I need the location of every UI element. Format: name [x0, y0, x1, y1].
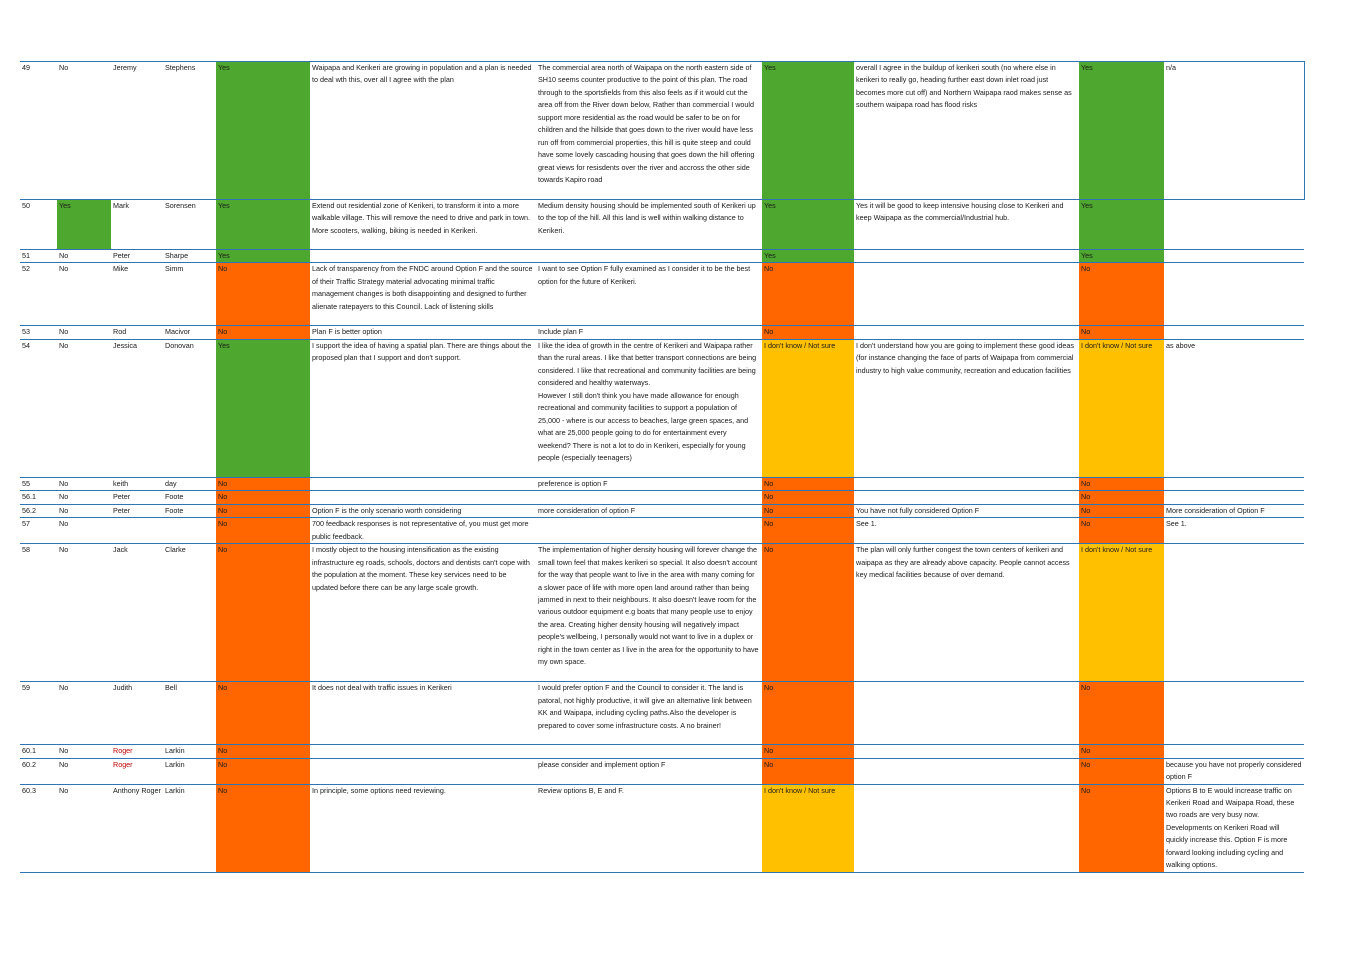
answer-2: I don't know / Not sure — [762, 339, 854, 477]
answer-3: No — [1079, 758, 1164, 784]
first-name: Rod — [111, 326, 163, 339]
answer-2: No — [762, 491, 854, 504]
table-row — [20, 339, 1304, 477]
table-row — [20, 544, 1304, 682]
table-row — [20, 62, 1304, 200]
comment-4: as above — [1164, 339, 1304, 477]
answer-3: No — [1079, 491, 1164, 504]
comment-3 — [854, 745, 1079, 758]
first-name: Mark — [111, 200, 163, 250]
comment-3 — [854, 491, 1079, 504]
flag-cell: No — [57, 339, 111, 477]
comment-2: I like the idea of growth in the centre of Kerikeri and Waipapa rather than the rural areas. I like that better transport connections are being considered. I like that recreational and community facilities are being considered and healthy waterways. However I still don't think you have made allowance for enough recreational and community facilities to support a population of 25,000 - where is our access to beaches, large green spaces, and what are 25,000 people going to do for entertainment every weekend? There is not a lot to do in Kerikeri, especially for young people (especially teenagers) — [536, 339, 762, 477]
answer-2: No — [762, 758, 854, 784]
first-name: Peter — [111, 504, 163, 517]
comment-1 — [310, 477, 536, 490]
response-id: 49 — [20, 62, 57, 200]
table-row — [20, 745, 1304, 758]
flag-cell: No — [57, 263, 111, 326]
table-row — [20, 758, 1304, 784]
answer-1: No — [216, 504, 310, 517]
answer-1: Yes — [216, 62, 310, 200]
response-id: 55 — [20, 477, 57, 490]
answer-2: No — [762, 544, 854, 682]
comment-3: You have not fully considered Option F — [854, 504, 1079, 517]
comment-1 — [310, 250, 536, 263]
comment-3 — [854, 263, 1079, 326]
first-name: Judith — [111, 682, 163, 745]
answer-2: No — [762, 504, 854, 517]
comment-2 — [536, 250, 762, 263]
comment-2 — [536, 491, 762, 504]
comment-3: Yes it will be good to keep intensive housing close to Kerikeri and keep Waipapa as the commercial/Industrial hub. — [854, 200, 1079, 250]
comment-4 — [1164, 200, 1304, 250]
first-name: Mike — [111, 263, 163, 326]
comment-2: Include plan F — [536, 326, 762, 339]
first-name: keith — [111, 477, 163, 490]
comment-2: preference is option F — [536, 477, 762, 490]
answer-3: No — [1079, 326, 1164, 339]
flag-cell: Yes — [57, 200, 111, 250]
last-name: Macivor — [163, 326, 216, 339]
comment-4: See 1. — [1164, 518, 1304, 544]
answer-1: No — [216, 477, 310, 490]
comment-4 — [1164, 745, 1304, 758]
flag-cell: No — [57, 544, 111, 682]
first-name: Jessica — [111, 339, 163, 477]
first-name: Anthony Roger — [111, 784, 163, 872]
flag-cell: No — [57, 62, 111, 200]
last-name: Donovan — [163, 339, 216, 477]
comment-1 — [310, 745, 536, 758]
flag-cell: No — [57, 784, 111, 872]
comment-3: I don't understand how you are going to implement these good ideas (for instance changing the face of parts of Waipapa from commercial industry to high value community, recreation and education facilities — [854, 339, 1079, 477]
answer-3: No — [1079, 263, 1164, 326]
table-row — [20, 784, 1304, 872]
comment-4: because you have not properly considered option F — [1164, 758, 1304, 784]
answer-2: No — [762, 518, 854, 544]
comment-1: Option F is the only scenario worth considering — [310, 504, 536, 517]
comment-3 — [854, 250, 1079, 263]
last-name: Foote — [163, 504, 216, 517]
feedback-table — [20, 61, 1305, 873]
comment-2: Review options B, E and F. — [536, 784, 762, 872]
last-name: Foote — [163, 491, 216, 504]
answer-2: No — [762, 326, 854, 339]
first-name: Peter — [111, 491, 163, 504]
answer-3: I don't know / Not sure — [1079, 339, 1164, 477]
comment-2 — [536, 518, 762, 544]
answer-1: No — [216, 682, 310, 745]
answer-3: No — [1079, 504, 1164, 517]
comment-2: Medium density housing should be implemented south of Kerikeri up to the top of the hill. All this land is well within walking distance to Kerikeri. — [536, 200, 762, 250]
answer-1: No — [216, 544, 310, 682]
comment-1: It does not deal with traffic issues in Kerikeri — [310, 682, 536, 745]
comment-2: I want to see Option F fully examined as I consider it to be the best option for the future of Kerikeri. — [536, 263, 762, 326]
response-id: 56.1 — [20, 491, 57, 504]
comment-3 — [854, 784, 1079, 872]
answer-1: No — [216, 263, 310, 326]
table-row — [20, 504, 1304, 517]
flag-cell: No — [57, 758, 111, 784]
table-row — [20, 263, 1304, 326]
answer-1: No — [216, 326, 310, 339]
comment-2: The commercial area north of Waipapa on the north eastern side of SH10 seems counter productive to the point of this plan. The road through to the sportsfields from this also feels as if it would cut the area off from the River down below, Rather than commercial I would support more residential as the road would be safer to be on for children and the hillside that goes down to the river would have less run off from commercial properties, this hill is quite steep and could have some lovely cascading housing that goes down the hill offering great views for resisdents over the river and accross the other side towards Kapiro road — [536, 62, 762, 200]
first-name: Roger — [111, 745, 163, 758]
table-row — [20, 200, 1304, 250]
last-name: Simm — [163, 263, 216, 326]
comment-4 — [1164, 682, 1304, 745]
answer-3: No — [1079, 518, 1164, 544]
answer-3: I don't know / Not sure — [1079, 544, 1164, 682]
last-name: Larkin — [163, 745, 216, 758]
answer-3: No — [1079, 477, 1164, 490]
answer-1: Yes — [216, 250, 310, 263]
answer-2: Yes — [762, 62, 854, 200]
response-id: 50 — [20, 200, 57, 250]
response-id: 59 — [20, 682, 57, 745]
flag-cell: No — [57, 504, 111, 517]
comment-1: 700 feedback responses is not representative of, you must get more public feedback. — [310, 518, 536, 544]
answer-1: No — [216, 784, 310, 872]
last-name: Bell — [163, 682, 216, 745]
comment-3: The plan will only further congest the town centers of kerikeri and waipapa as they are already above capacity. People cannot access key medical facilities because of over demand. — [854, 544, 1079, 682]
table-row — [20, 477, 1304, 490]
comment-4 — [1164, 477, 1304, 490]
last-name: Sorensen — [163, 200, 216, 250]
comment-1: Waipapa and Kerikeri are growing in population and a plan is needed to deal wth this, over all I agree with the plan — [310, 62, 536, 200]
flag-cell: No — [57, 745, 111, 758]
comment-3: See 1. — [854, 518, 1079, 544]
response-id: 53 — [20, 326, 57, 339]
comment-2 — [536, 745, 762, 758]
response-id: 60.1 — [20, 745, 57, 758]
response-id: 51 — [20, 250, 57, 263]
answer-2: No — [762, 263, 854, 326]
comment-4 — [1164, 326, 1304, 339]
response-id: 58 — [20, 544, 57, 682]
answer-2: No — [762, 477, 854, 490]
answer-1: No — [216, 758, 310, 784]
table-row — [20, 326, 1304, 339]
answer-3: Yes — [1079, 200, 1164, 250]
answer-1: Yes — [216, 200, 310, 250]
flag-cell: No — [57, 477, 111, 490]
last-name: Sharpe — [163, 250, 216, 263]
first-name: Roger — [111, 758, 163, 784]
answer-1: No — [216, 745, 310, 758]
comment-1: Plan F is better option — [310, 326, 536, 339]
last-name: Stephens — [163, 62, 216, 200]
first-name: Jack — [111, 544, 163, 682]
answer-2: I don't know / Not sure — [762, 784, 854, 872]
comment-1: I support the idea of having a spatial plan. There are things about the proposed plan that I support and don't support. — [310, 339, 536, 477]
table-row — [20, 250, 1304, 263]
flag-cell: No — [57, 491, 111, 504]
comment-4 — [1164, 491, 1304, 504]
answer-2: No — [762, 745, 854, 758]
comment-3 — [854, 477, 1079, 490]
response-id: 60.2 — [20, 758, 57, 784]
last-name: Larkin — [163, 784, 216, 872]
first-name — [111, 518, 163, 544]
answer-2: No — [762, 682, 854, 745]
flag-cell: No — [57, 326, 111, 339]
comment-1: I mostly object to the housing intensification as the existing infrastructure eg roads, schools, doctors and dentists can't cope with the population at the moment. These key services need to be updated before there can be any large scale growth. — [310, 544, 536, 682]
comment-3 — [854, 326, 1079, 339]
comment-1 — [310, 758, 536, 784]
comment-1: Extend out residential zone of Kerikeri, to transform it into a more walkable village. This will remove the need to drive and park in town. More scooters, walking, biking is needed in Kerikeri. — [310, 200, 536, 250]
response-id: 60.3 — [20, 784, 57, 872]
flag-cell: No — [57, 682, 111, 745]
comment-4: More consideration of Option F — [1164, 504, 1304, 517]
table-row — [20, 518, 1304, 544]
answer-2: Yes — [762, 200, 854, 250]
comment-2: I would prefer option F and the Council to consider it. The land is patoral, not highly productive, it will give an alternative link between KK and Waipapa, including cycling paths.Also the developer is prepared to cover some infrastructure costs. A no brainer! — [536, 682, 762, 745]
comment-2: please consider and implement option F — [536, 758, 762, 784]
last-name: Larkin — [163, 758, 216, 784]
comment-1 — [310, 491, 536, 504]
first-name: Jeremy — [111, 62, 163, 200]
answer-3: No — [1079, 682, 1164, 745]
response-id: 54 — [20, 339, 57, 477]
comment-4: n/a — [1164, 62, 1304, 200]
comment-3 — [854, 758, 1079, 784]
response-id: 57 — [20, 518, 57, 544]
last-name: Clarke — [163, 544, 216, 682]
comment-3: overall I agree in the buildup of kerikeri south (no where else in kerikeri to really go, heading further east down inlet road just becomes more cut off) and Northern Waipapa raod makes sense as southern waipapa road has flood risks — [854, 62, 1079, 200]
comment-4 — [1164, 250, 1304, 263]
answer-3: No — [1079, 745, 1164, 758]
answer-3: Yes — [1079, 250, 1164, 263]
last-name — [163, 518, 216, 544]
answer-3: Yes — [1079, 62, 1164, 200]
comment-4 — [1164, 544, 1304, 682]
answer-1: No — [216, 491, 310, 504]
answer-2: Yes — [762, 250, 854, 263]
comment-1: Lack of transparency from the FNDC around Option F and the source of their Traffic Strategy material advocating minimal traffic management changes is both disappointing and designed to further alienate ratepayers to this Council. Lack of listening skills — [310, 263, 536, 326]
last-name: day — [163, 477, 216, 490]
response-id: 56.2 — [20, 504, 57, 517]
response-id: 52 — [20, 263, 57, 326]
comment-4 — [1164, 263, 1304, 326]
comment-4: Options B to E would increase traffic on Kerikeri Road and Waipapa Road, these two roads are very busy now. Developments on Kerikeri Road will quickly increase this. Option F is more forward looking including cycling and walking options. — [1164, 784, 1304, 872]
answer-1: No — [216, 518, 310, 544]
table-row — [20, 491, 1304, 504]
answer-3: No — [1079, 784, 1164, 872]
first-name: Peter — [111, 250, 163, 263]
table-row — [20, 682, 1304, 745]
flag-cell: No — [57, 250, 111, 263]
flag-cell: No — [57, 518, 111, 544]
comment-1: In principle, some options need reviewing. — [310, 784, 536, 872]
comment-3 — [854, 682, 1079, 745]
comment-2: The implementation of higher density housing will forever change the small town feel that makes kerikeri so special. It also doesn't account for the way that people want to live in the area with many coming for a slower pace of life with more open land around rather than being jammed in next to their neighbours. It also doesn't leave room for the various outdoor equipment e.g boats that many people use to enjoy the area. Creating higher density housing will negatively impact people's wellbeing, I personally would not want to live in a duplex or right in the town center as I live in the area for the opportunity to have my own space. — [536, 544, 762, 682]
comment-2: more consideration of option F — [536, 504, 762, 517]
answer-1: Yes — [216, 339, 310, 477]
